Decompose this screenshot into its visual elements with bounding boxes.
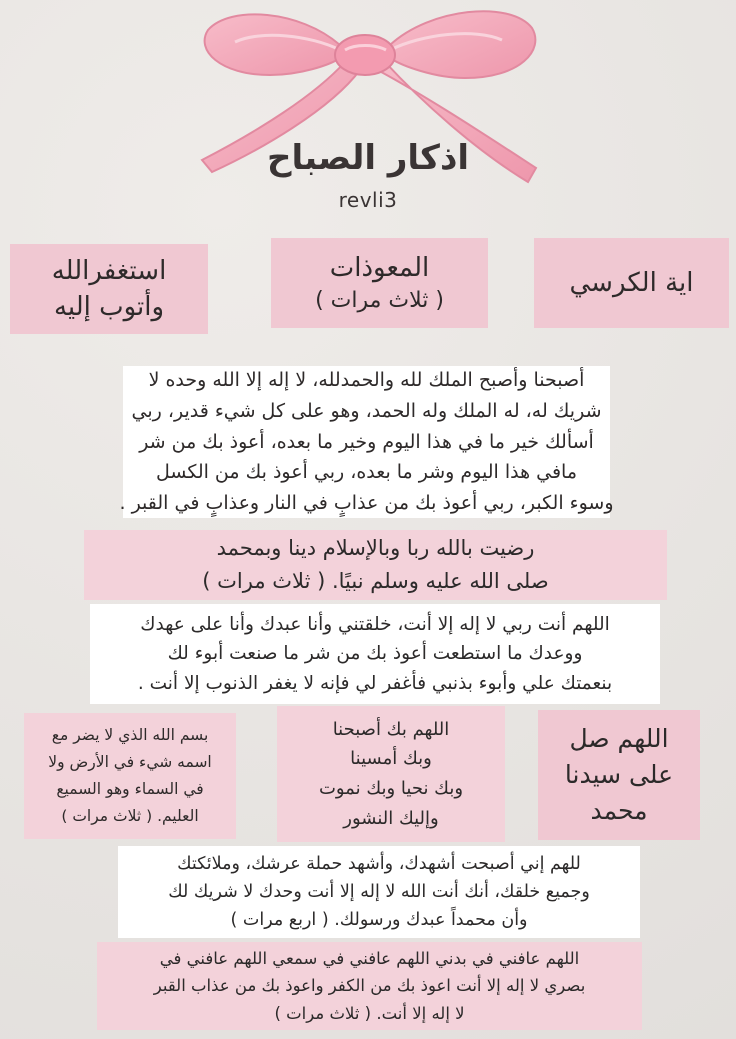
dhikr-line: بصري لا إله إلا أنت اعوذ بك من الكفر واعوذ بك من عذاب القبر: [153, 976, 586, 996]
dhikr-line: صلى الله عليه وسلم نبيًا. ( ثلاث مرات ): [202, 569, 549, 593]
dhikr-line: وبك أمسينا: [350, 748, 432, 770]
dhikr-salawat: [538, 710, 700, 840]
dhikr-asbahna: [119, 366, 614, 518]
dhikr-bismillah: [24, 713, 236, 839]
dhikr-line: على سيدنا: [564, 759, 674, 789]
dhikr-line: العليم. ( ثلاث مرات ): [61, 807, 199, 826]
dhikr-line: شريك له، له الملك وله الحمد، وهو على كل شيء قدير، ربي: [131, 399, 602, 422]
dhikr-line: مافي هذا اليوم وشر ما بعده، ربي أعوذ بك من الكسل: [155, 461, 578, 484]
dhikr-line: لا إله إلا أنت. ( ثلاث مرات ): [274, 1003, 465, 1023]
dhikr-line: وإليك النشور: [343, 807, 439, 829]
dhikr-line: رضيت بالله ربا وبالإسلام دينا وبمحمد: [216, 536, 535, 561]
card-text: استغفرالله: [51, 255, 167, 286]
card-muawwidhat: [271, 238, 488, 328]
dhikr-line: محمد: [590, 796, 648, 826]
dhikr-line: بسم الله الذي لا يضر مع: [51, 725, 209, 744]
dhikr-line: أسألك خير ما في هذا اليوم وخير ما بعده، أعوذ بك من شر: [139, 430, 594, 453]
dhikr-line: وسوء الكبر، ربي أعوذ بك من عذابٍ في النار وعذابٍ في القبر .: [119, 492, 614, 515]
dhikr-line: وأن محمداً عبدك ورسولك. ( اربع مرات ): [230, 910, 528, 930]
card-ayat-alkursi: [534, 238, 729, 328]
dhikr-line: وبك نحيا وبك نموت: [318, 778, 464, 799]
card-text: المعوذات: [329, 252, 430, 283]
dhikr-line: ووعدك ما استطعت أعوذ بك من شر ما صنعت أبوء لك: [167, 643, 583, 665]
dhikr-line: اللهم بك أصبحنا: [332, 718, 450, 740]
dhikr-line: اللهم أنت ربي لا إله إلا أنت، خلقتني وأنا عبدك وأنا على عهدك: [140, 613, 610, 635]
dhikr-aafini: [97, 942, 642, 1030]
card-text: وأتوب إليه: [53, 292, 165, 322]
dhikr-line: اللهم عافني في بدني اللهم عافني في سمعي اللهم عافني في: [159, 949, 580, 969]
page-title: اذكار الصباح: [266, 138, 470, 178]
dhikr-line: اسمه شيء في الأرض ولا: [48, 752, 212, 771]
card-text: ( ثلاث مرات ): [315, 287, 444, 313]
card-istighfar: [10, 244, 208, 334]
dhikr-line: أصبحنا وأصبح الملك لله والحمدلله، لا إله إلا الله وحده لا: [148, 369, 585, 392]
dhikr-sayyid-istighfar: [90, 604, 660, 704]
dhikr-bika-asbahna: [277, 706, 505, 842]
dhikr-radeetu: [84, 530, 667, 600]
dhikr-ashhaduka: [118, 846, 640, 938]
dhikr-line: في السماء وهو السميع: [56, 780, 204, 798]
dhikr-line: وجميع خلقك، أنك أنت الله لا إله إلا أنت وحدك لا شريك لك: [168, 882, 590, 902]
dhikr-line: بنعمتك علي وأبوء بذنبي فأغفر لي فإنه لا يغفر الذنوب إلا أنت .: [137, 672, 613, 694]
dhikr-line: للهم إني أصبحت أشهدك، وأشهد حملة عرشك، وملائكتك: [177, 854, 581, 874]
dhikr-line: اللهم صل: [569, 723, 669, 753]
author-handle: revli3: [338, 188, 398, 212]
card-text: اية الكرسي: [569, 267, 694, 298]
